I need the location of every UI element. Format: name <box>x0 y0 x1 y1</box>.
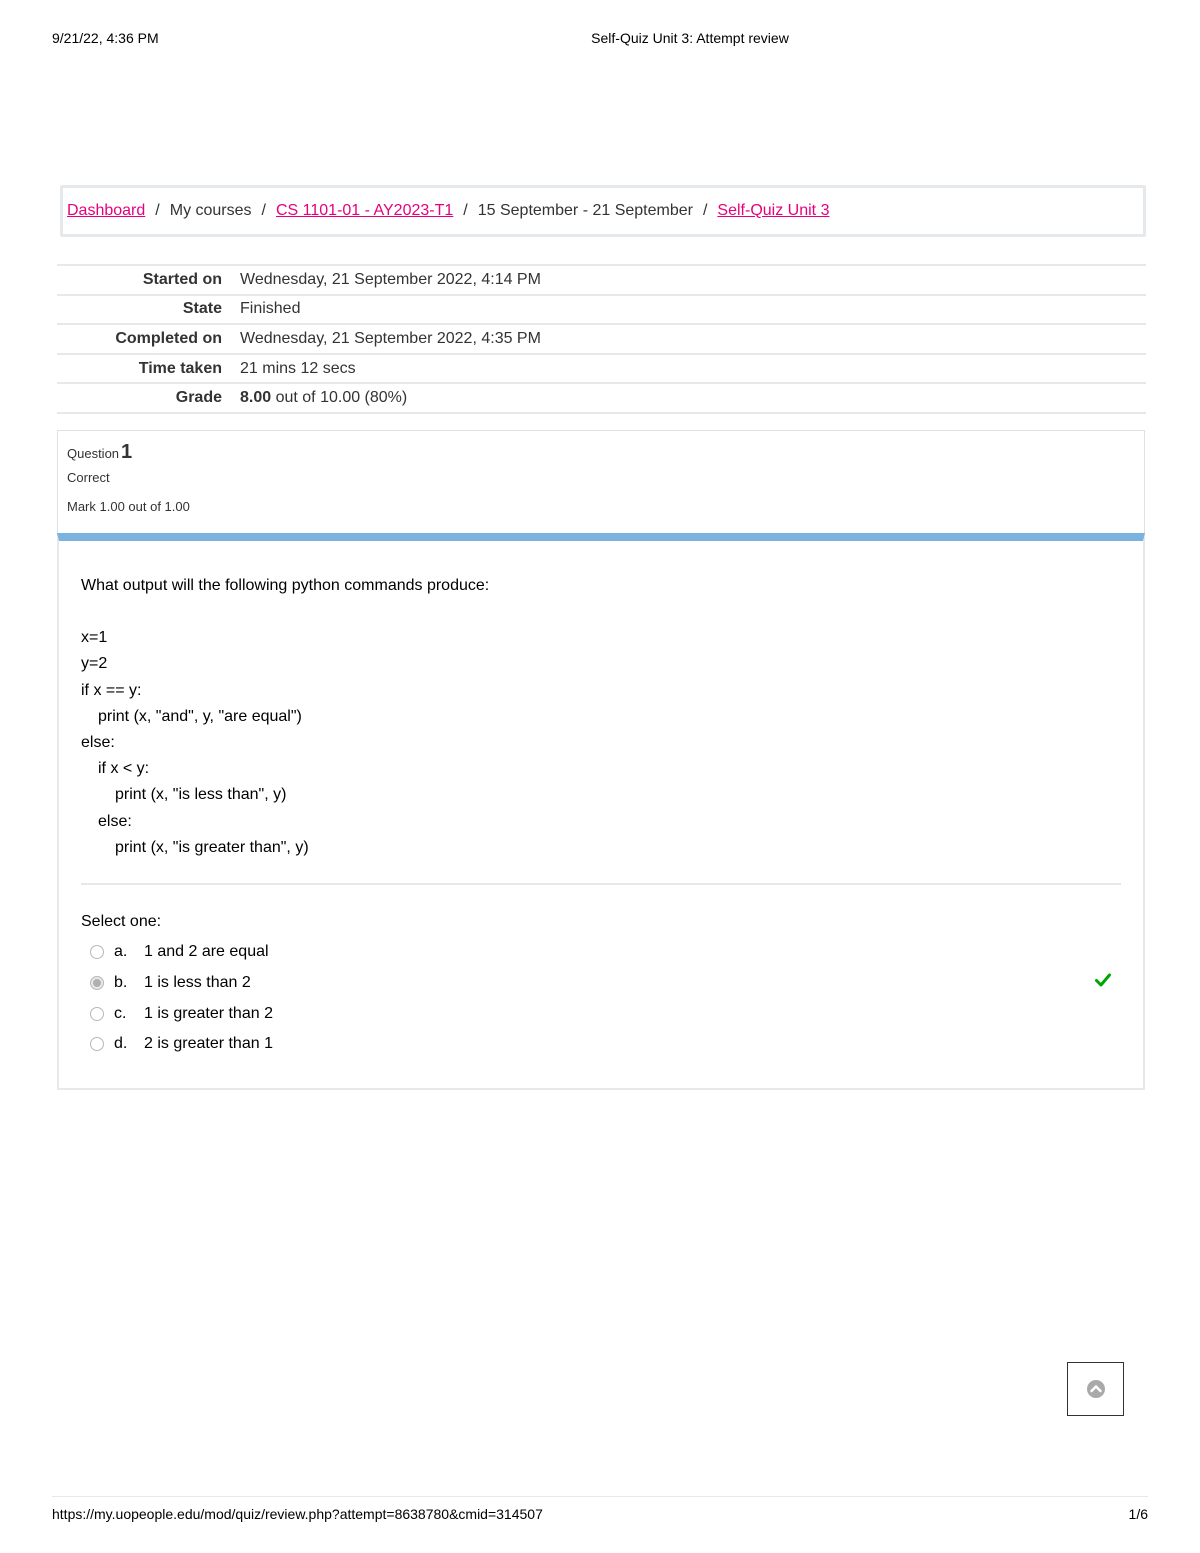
breadcrumb-separator: / <box>702 202 708 219</box>
radio-button[interactable] <box>90 945 104 959</box>
grade-score: 8.00 <box>240 389 272 407</box>
answer-letter: b. <box>114 974 128 992</box>
question-prompt: What output will the following python commands produce: <box>81 577 490 594</box>
answer-option-c[interactable] <box>81 998 1121 1029</box>
attempt-summary-table <box>57 264 1146 414</box>
question-info <box>57 430 1145 534</box>
radio-button[interactable] <box>90 1037 104 1051</box>
question-mark: Mark 1.00 out of 1.00 <box>67 499 190 514</box>
answer-text: 2 is greater than 1 <box>144 1035 273 1053</box>
summary-row-completed <box>57 325 1146 355</box>
code-line: else: <box>98 812 132 830</box>
summary-row-grade <box>57 384 1146 414</box>
state-value: Finished <box>240 300 301 318</box>
code-line: else: <box>81 734 115 752</box>
answer-text: 1 and 2 are equal <box>144 943 269 961</box>
answer-option-a[interactable] <box>81 937 1121 968</box>
grade-value <box>222 389 407 407</box>
code-line: if x == y: <box>81 681 142 699</box>
summary-row-time <box>57 355 1146 385</box>
code-line: print (x, "is greater than", y) <box>115 838 309 856</box>
completed-label: Completed on <box>115 329 222 347</box>
code-line: print (x, "and", y, "are equal") <box>98 707 302 725</box>
answer-option-b[interactable] <box>81 968 1121 999</box>
correct-check-icon <box>1095 973 1111 987</box>
started-value: Wednesday, 21 September 2022, 4:14 PM <box>240 270 541 288</box>
time-taken-value: 21 mins 12 secs <box>240 359 356 377</box>
breadcrumb-course[interactable]: CS 1101-01 - AY2023-T1 <box>275 202 454 219</box>
divider <box>81 883 1121 885</box>
breadcrumb-separator: / <box>155 202 160 219</box>
summary-row-started <box>57 266 1146 296</box>
grade-rest: out of 10.00 (80%) <box>275 389 408 407</box>
breadcrumb-my-courses: My courses <box>169 202 252 219</box>
breadcrumb-separator: / <box>261 202 266 219</box>
print-page-number: 1/6 <box>1128 1506 1148 1522</box>
question-label: Question <box>67 446 120 461</box>
state-label: State <box>182 300 222 318</box>
code-line: print (x, "is less than", y) <box>115 786 287 804</box>
question-heading <box>67 441 1135 464</box>
print-footer <box>52 1506 1148 1526</box>
select-one-label: Select one: <box>81 913 162 931</box>
chevron-up-icon <box>1086 1379 1106 1399</box>
print-title: Self-Quiz Unit 3: Attempt review <box>591 30 789 46</box>
answer-letter: c. <box>114 1004 127 1022</box>
footer-divider <box>52 1496 1148 1497</box>
completed-value: Wednesday, 21 September 2022, 4:35 PM <box>240 329 541 347</box>
radio-button-selected[interactable] <box>90 976 104 990</box>
print-date: 9/21/22, 4:36 PM <box>52 30 159 46</box>
code-line: x=1 <box>81 629 108 647</box>
breadcrumb <box>60 185 1146 237</box>
code-line: if x < y: <box>98 760 150 778</box>
question-number: 1 <box>121 441 133 463</box>
question-state: Correct <box>67 470 110 485</box>
answer-letter: d. <box>114 1035 128 1053</box>
summary-row-state <box>57 296 1146 326</box>
answer-list <box>81 937 1121 1060</box>
radio-button[interactable] <box>90 1007 104 1021</box>
answer-text: 1 is greater than 2 <box>144 1004 273 1022</box>
back-to-top-button[interactable] <box>1067 1362 1124 1416</box>
question-text <box>81 573 1121 861</box>
print-header <box>52 30 1148 50</box>
grade-label: Grade <box>175 389 222 407</box>
breadcrumb-dashboard[interactable]: Dashboard <box>67 202 146 219</box>
print-url: https://my.uopeople.edu/mod/quiz/review.php?attempt=8638780&cmid=314507 <box>52 1506 543 1522</box>
breadcrumb-week: 15 September - 21 September <box>477 202 693 219</box>
answer-text: 1 is less than 2 <box>144 974 251 992</box>
breadcrumb-separator: / <box>463 202 468 219</box>
code-block <box>81 625 1121 861</box>
code-line: y=2 <box>81 655 108 673</box>
started-label: Started on <box>142 270 222 288</box>
question-content <box>57 533 1145 1090</box>
breadcrumb-quiz[interactable]: Self-Quiz Unit 3 <box>717 202 830 219</box>
answer-option-d[interactable] <box>81 1029 1121 1060</box>
time-taken-label: Time taken <box>138 359 222 377</box>
answer-letter: a. <box>114 943 128 961</box>
